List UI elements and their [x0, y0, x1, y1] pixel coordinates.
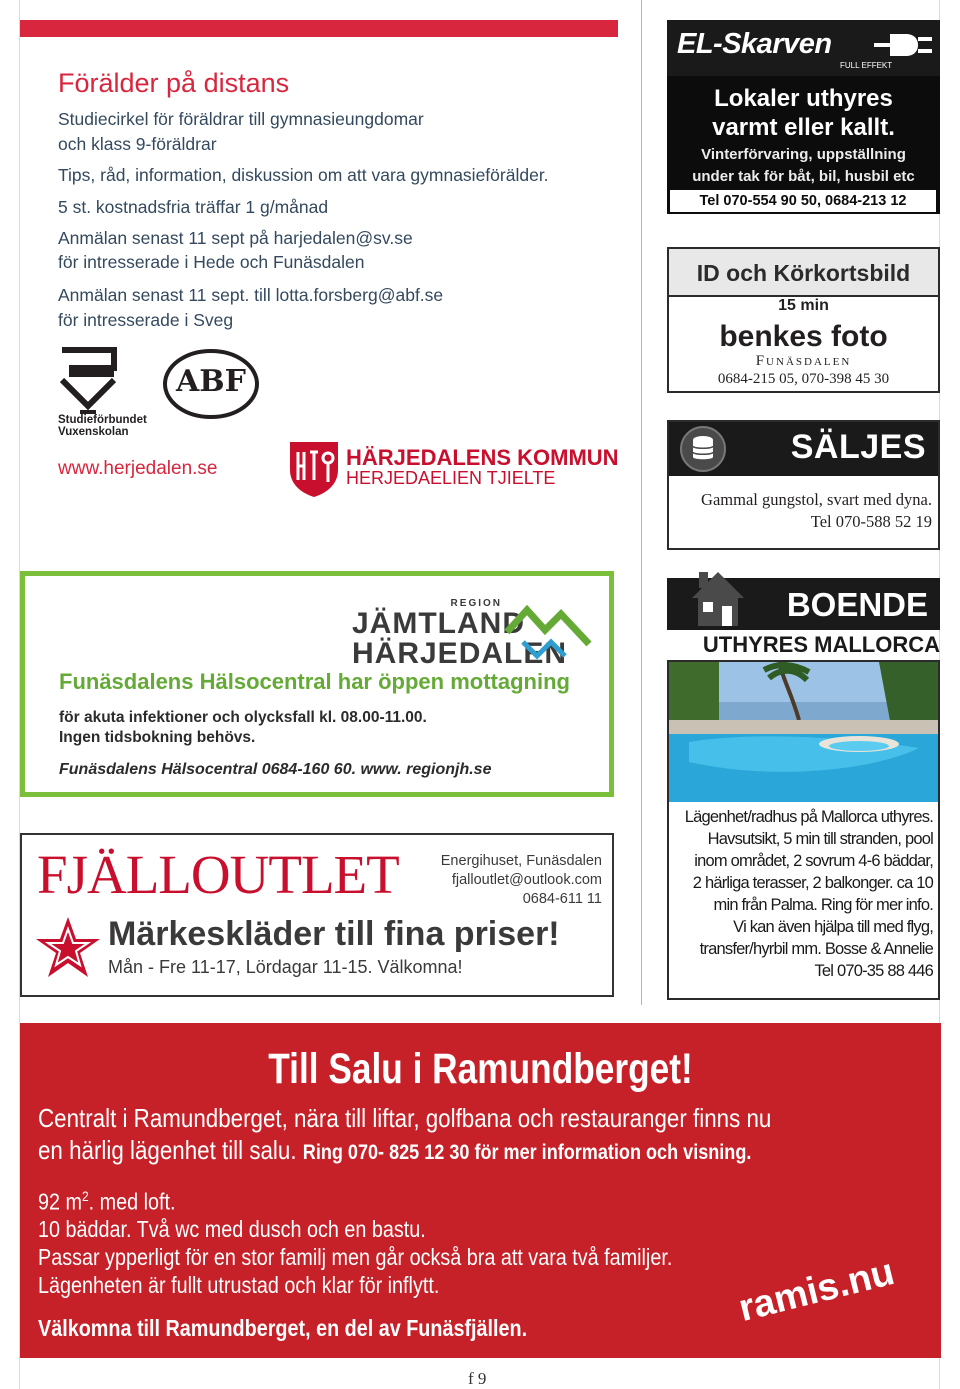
benkes-duration: 15 min [778, 297, 829, 314]
region-brand-line2: HÄRJEDALEN [352, 637, 568, 670]
forelder-line: 5 st. kostnadsfria träffar 1 g/månad [58, 197, 329, 217]
elskarven-line: Lokaler uthyres [714, 85, 893, 112]
abf-logo-text: ABF [176, 364, 246, 399]
region-headline: Funäsdalens Hälsocentral har öppen mottagning [59, 669, 570, 694]
kommun-shield-icon [288, 440, 340, 498]
website-link[interactable]: www.herjedalen.se [58, 458, 218, 479]
boende-line: transfer/hyrbil mm. Bosse & Annelie [699, 940, 933, 958]
tillsalu-area [38, 1188, 176, 1216]
tillsalu-closing: Välkomna till Ramundberget, en del av Funäsfjällen. [38, 1315, 528, 1341]
elskarven-header [667, 20, 940, 76]
benkes-phones: 0684-215 05, 070-398 45 30 [717, 371, 890, 387]
tillsalu-line: Centralt i Ramundberget, nära till liftar, golfbana och restauranger finns nu [38, 1103, 772, 1133]
fjalloutlet-slogan: Märkeskläder till fina priser! [108, 915, 560, 953]
boende-header [667, 578, 940, 630]
boende-line: Havsutsikt, 5 min till stranden, pool [707, 830, 933, 848]
fjalloutlet-ad [20, 833, 614, 997]
kommun-name: HÄRJEDALENS KOMMUN [346, 445, 619, 470]
region-brand-small: REGION [450, 598, 502, 609]
boende-line: inom området, 2 sovrum 4-6 bäddar, [694, 852, 933, 870]
elskarven-body [667, 76, 940, 214]
kommun-sami-name: HERJEDAELIEN TJIELTE [346, 468, 556, 488]
sv-logo [58, 346, 147, 438]
tillsalu-ad [20, 1023, 941, 1358]
benkes-place: Funäsdalen [755, 353, 852, 369]
tillsalu-line: Passar ypperligt för en stor familj men går också bra att vara två familjer. [38, 1244, 673, 1270]
fjalloutlet-hours: Mån - Fre 11-17, Lördagar 11-15. Välkomna! [108, 957, 463, 977]
benkes-header: ID och Körkortsbild [669, 249, 938, 297]
boende-subtitle: UTHYRES MALLORCA [702, 632, 940, 657]
house-icon [689, 566, 747, 628]
fjalloutlet-info [302, 852, 602, 909]
tillsalu-title: Till Salu i Ramundberget! [268, 1045, 693, 1093]
column-divider [641, 0, 642, 1005]
forelder-line: och klass 9-föräldrar [58, 134, 217, 154]
mountain-logo-icon [503, 598, 593, 664]
abf-logo [162, 348, 260, 420]
star-icon [34, 915, 102, 981]
elskarven-line: Vinterförvaring, uppställning [701, 146, 906, 163]
tillsalu-line: 10 bäddar. Två wc med dusch och en bastu. [38, 1216, 426, 1242]
forelder-line: för intresserade i Hede och Funäsdalen [58, 252, 365, 272]
page-number: f 9 [468, 1369, 487, 1388]
forelder-line: Anmälan senast 11 sept på harjedalen@sv.se [58, 228, 413, 248]
tillsalu-call: Ring 070- 825 12 30 för mer information och visning. [302, 1141, 752, 1164]
sv-logo-text: Studieförbundet Vuxenskolan [58, 414, 147, 438]
elskarven-tagline: FULL EFFEKT [840, 61, 893, 70]
ramis-logo: ramis.nu [734, 1250, 899, 1331]
power-plug-icon [872, 28, 934, 62]
region-text: för akuta infektioner och olycksfall kl. 08.00-11.00. [59, 709, 427, 726]
harjedalens-kommun-logo [288, 440, 619, 500]
saljes-item: Gammal gungstol, svart med dyna. [701, 490, 932, 509]
tillsalu-line-2-text: en härlig lägenhet till salu. [38, 1135, 297, 1165]
pool-photo [669, 662, 938, 802]
region-brand-line1: JÄMTLAND [352, 607, 525, 640]
tillsalu-area-sup: 2 [81, 1188, 89, 1204]
benkes-ad [667, 247, 940, 393]
benkes-brand: benkes foto [719, 320, 888, 353]
region-footer: Funäsdalens Hälsocentral 0684-160 60. www. regionjh.se [59, 761, 492, 778]
boende-line: Lägenhet/radhus på Mallorca uthyres. [684, 808, 933, 826]
forelder-line: för intresserade i Sveg [58, 310, 234, 330]
boende-line: Tel 070-35 88 446 [814, 962, 933, 980]
elskarven-line: under tak för båt, bil, husbil etc [692, 168, 915, 185]
fjalloutlet-email[interactable]: fjalloutlet@outlook.com [451, 872, 602, 888]
region-text: Ingen tidsbokning behövs. [59, 729, 256, 746]
fjalloutlet-address: Energihuset, Funäsdalen [440, 853, 602, 869]
boende-line: Vi kan även hjälpa till med flyg, [733, 918, 933, 936]
tillsalu-area-prefix: 92 m [38, 1188, 82, 1215]
fjalloutlet-brand: FJÄLLOUTLET [37, 844, 399, 905]
forelder-line: Tips, råd, information, diskussion om att vara gymnasieförälder. [58, 165, 549, 185]
tillsalu-line: Lägenheten är fullt utrustad och klar för inflytt. [38, 1272, 440, 1298]
boende-title: BOENDE [786, 586, 928, 623]
elskarven-tel: Tel 070-554 90 50, 0684-213 12 [670, 190, 936, 212]
coin-stack-icon [679, 425, 727, 473]
forelder-title: Förälder på distans [58, 68, 290, 98]
saljes-title: SÄLJES [790, 428, 926, 466]
boende-ad [667, 660, 940, 1000]
forelder-line: Studiecirkel för föräldrar till gymnasieungdomar [58, 109, 424, 129]
region-ad [20, 571, 614, 797]
elskarven-line: varmt eller kallt. [712, 114, 895, 141]
region-brand [352, 598, 568, 670]
tillsalu-area-suffix: . med loft. [88, 1188, 176, 1215]
boende-line: 2 härliga terasser, 2 balkonger. ca 10 [692, 874, 933, 892]
saljes-ad [667, 420, 940, 550]
elskarven-brand: EL-Skarven [677, 28, 832, 60]
forelder-line: Anmälan senast 11 sept. till lotta.forsberg@abf.se [58, 285, 444, 305]
red-header-bar [20, 20, 618, 37]
boende-line: min från Palma. Ring för mer info. [713, 896, 933, 914]
saljes-tel: Tel 070-588 52 19 [810, 512, 932, 531]
boende-text [673, 806, 933, 982]
tillsalu-line-2 [38, 1135, 751, 1166]
saljes-header [669, 422, 938, 476]
fjalloutlet-phone: 0684-611 11 [522, 891, 602, 907]
